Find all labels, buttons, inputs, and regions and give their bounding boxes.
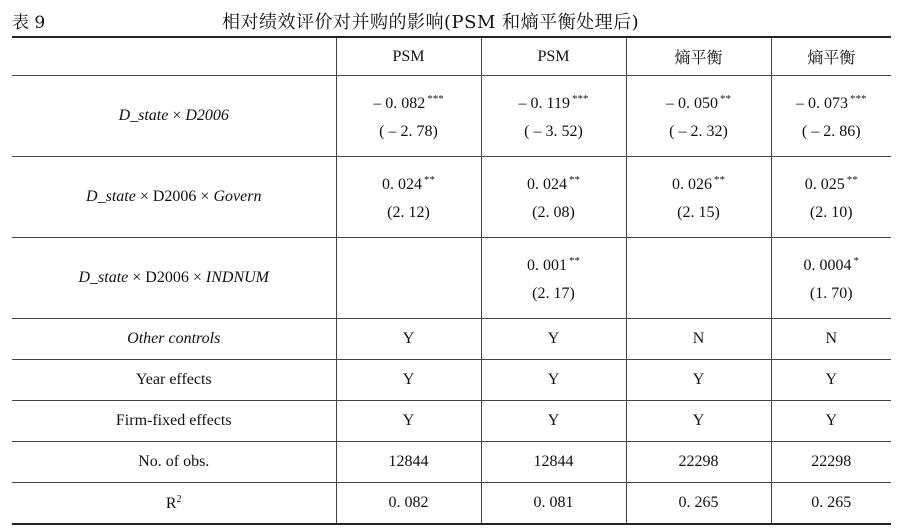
table-row <box>12 401 891 442</box>
r2-superscript: 2 <box>176 493 182 505</box>
significance-stars: ** <box>569 254 580 267</box>
label-sep: × <box>188 269 206 286</box>
row-label <box>12 238 336 319</box>
significance-stars: *** <box>850 92 867 105</box>
coef-value: 0. 0004 <box>803 256 852 274</box>
t-stat: ( – 2. 32) <box>669 122 728 140</box>
label-sep: × <box>135 188 153 205</box>
value-cell: 12844 <box>481 442 626 483</box>
table-title: 相对绩效评价对并购的影响(PSM 和熵平衡处理后) <box>222 12 640 33</box>
value-cell: 22298 <box>771 442 891 483</box>
value-cell: Y <box>481 360 626 401</box>
label-sep: × <box>196 188 214 205</box>
table-row <box>12 442 891 483</box>
header-row <box>12 37 891 76</box>
significance-stars: ** <box>569 173 580 186</box>
coef-cell <box>626 76 771 157</box>
coef-cell <box>336 76 481 157</box>
header-cell-entropy-2: 熵平衡 <box>771 37 891 76</box>
row-label: Firm-fixed effects <box>12 401 336 442</box>
table-row <box>12 319 891 360</box>
label-var-a: D_state <box>86 188 136 205</box>
significance-stars: *** <box>427 92 444 105</box>
significance-stars: * <box>853 254 859 267</box>
table-row <box>12 76 891 157</box>
label-var-c: Govern <box>213 188 262 205</box>
row-label: No. of obs. <box>12 442 336 483</box>
coef-cell <box>771 76 891 157</box>
row-label <box>12 76 336 157</box>
label-var-c: INDNUM <box>205 269 269 286</box>
label-var-a: D_state <box>78 269 129 286</box>
t-stat: (1. 70) <box>809 284 853 302</box>
significance-stars: ** <box>424 173 435 186</box>
coef-cell <box>626 238 771 319</box>
label-sep: × <box>168 107 186 124</box>
value-cell: Y <box>626 401 771 442</box>
value-cell: N <box>771 319 891 360</box>
value-cell: 22298 <box>626 442 771 483</box>
coef-value: 0. 001 <box>527 256 567 274</box>
row-label: Year effects <box>12 360 336 401</box>
header-cell-empty <box>12 37 336 76</box>
label-var-b: D2006 <box>185 107 229 124</box>
label-sep: × <box>128 269 146 286</box>
value-cell: 12844 <box>336 442 481 483</box>
coef-value: – 0. 119 <box>518 94 570 112</box>
table-caption <box>8 6 895 36</box>
r2-label: R <box>165 494 177 512</box>
coef-value: – 0. 050 <box>666 94 718 112</box>
t-stat: (2. 17) <box>532 284 575 302</box>
value-cell: Y <box>771 360 891 401</box>
coef-cell <box>626 157 771 238</box>
t-stat: (2. 15) <box>677 203 720 221</box>
header-cell-psm-1: PSM <box>336 37 481 76</box>
coef-cell <box>336 157 481 238</box>
value-cell: Y <box>481 401 626 442</box>
coef-value: 0. 024 <box>382 175 422 193</box>
value-cell: Y <box>336 401 481 442</box>
header-cell-entropy-1: 熵平衡 <box>626 37 771 76</box>
coef-cell <box>771 157 891 238</box>
value-cell: Y <box>626 360 771 401</box>
value-cell: Y <box>771 401 891 442</box>
value-cell: 0. 081 <box>481 483 626 525</box>
label-var-b: D2006 <box>152 188 197 205</box>
significance-stars: ** <box>720 92 731 105</box>
row-label <box>12 157 336 238</box>
t-stat: (2. 08) <box>532 203 575 221</box>
coef-cell <box>481 157 626 238</box>
t-stat: (2. 10) <box>809 203 853 221</box>
coef-cell <box>336 238 481 319</box>
row-label: Other controls <box>12 319 336 360</box>
table-row <box>12 157 891 238</box>
table-row <box>12 238 891 319</box>
value-cell: 0. 265 <box>626 483 771 525</box>
label-var-b: D2006 <box>145 269 189 286</box>
table-row <box>12 360 891 401</box>
table-row <box>12 483 891 525</box>
header-cell-psm-2: PSM <box>481 37 626 76</box>
coef-value: – 0. 073 <box>796 94 848 112</box>
value-cell: Y <box>336 360 481 401</box>
value-cell: Y <box>336 319 481 360</box>
coef-value: 0. 024 <box>527 175 567 193</box>
coef-cell <box>481 76 626 157</box>
t-stat: ( – 3. 52) <box>524 122 583 140</box>
coef-value: 0. 026 <box>672 175 712 193</box>
results-table <box>12 36 891 525</box>
table-number: 表 9 <box>12 13 46 33</box>
significance-stars: ** <box>714 173 725 186</box>
value-cell: 0. 265 <box>771 483 891 525</box>
significance-stars: *** <box>571 92 589 105</box>
coef-value: – 0. 082 <box>373 94 426 112</box>
coef-cell <box>771 238 891 319</box>
coef-value: 0. 025 <box>804 175 845 193</box>
t-stat: ( – 2. 86) <box>801 122 861 140</box>
row-label <box>12 483 336 525</box>
coef-cell <box>481 238 626 319</box>
label-var-a: D_state <box>118 107 169 124</box>
value-cell: N <box>626 319 771 360</box>
t-stat: (2. 12) <box>387 203 430 221</box>
t-stat: ( – 2. 78) <box>379 122 438 140</box>
value-cell: Y <box>481 319 626 360</box>
significance-stars: ** <box>846 173 858 186</box>
value-cell: 0. 082 <box>336 483 481 525</box>
